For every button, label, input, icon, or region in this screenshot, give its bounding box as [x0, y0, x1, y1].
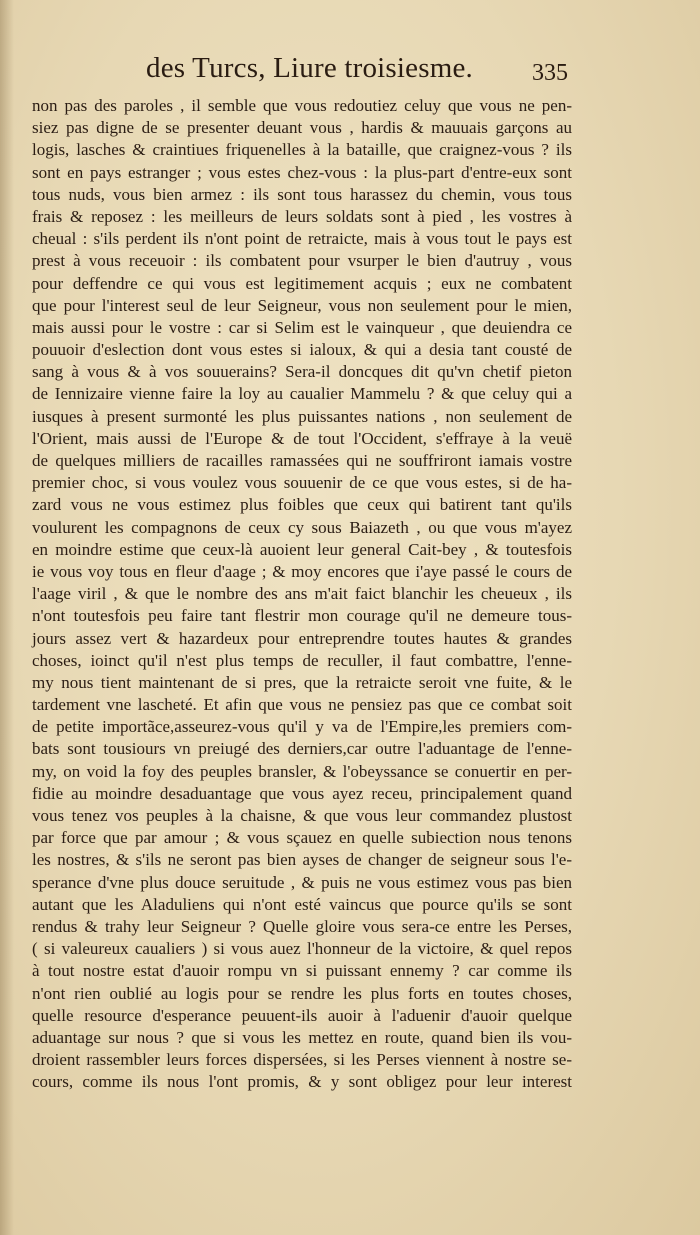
text-line: de petite importãce,asseurez-vous qu'il y va de l'Empire,les premiers com- [32, 717, 572, 737]
text-line: mais aussi pour le vostre : car si Selim est le vainqueur , que deuiendra ce [32, 317, 572, 337]
text-line: rendus & trahy leur Seigneur ? Quelle gloire vous sera-ce entre les Perses, [32, 916, 572, 936]
text-line: les nostres, & s'ils ne seront pas bien ayses de changer de seigneur sous l'e- [32, 850, 572, 870]
text-line: à tout nostre estat d'auoir rompu vn si puissant ennemy ? car comme ils [32, 961, 572, 981]
text-line: que pour l'interest seul de leur Seigneur, vous non seulement pour le mien, [32, 295, 572, 315]
text-line: de quelques milliers de racailles ramassées qui ne souffriront iamais vostre [32, 451, 572, 470]
text-line: l'aage viril , & que le nombre des ans m'ait faict blanchir les cheueux , ils [32, 584, 572, 604]
text-line: pour deffendre ce qui vous est legitimement acquis ; eux ne combatent [32, 273, 572, 293]
text-line: premier choc, si vous voulez vous souuenir de ce que vous estes, si de ha- [32, 473, 572, 493]
text-line: choses, ioinct qu'il n'est plus temps de reculler, il faut combattre, l'enne- [32, 650, 572, 670]
text-line: bats sont tousiours vn preiugé des derniers,car outre l'aduantage de l'enne- [32, 739, 572, 759]
running-title: des Turcs, Liure troisiesme. [146, 52, 473, 84]
body-text [32, 95, 572, 1093]
text-line: sont en pays estranger ; vous estes chez-vous : la plus-part d'entre-eux sont [32, 162, 572, 182]
text-line: non pas des paroles , il semble que vous redoutiez celuy que vous ne pen- [32, 96, 572, 115]
text-line: prest à vous receuoir : ils combatent pour vsurper le bien d'autruy , vous [32, 251, 572, 271]
text-line: l'Orient, mais aussi de l'Europe & de tout l'Occident, s'effraye à la veuë [32, 428, 572, 448]
text-line: cheual : s'ils perdent ils n'ont point de retraicte, mais à vous tout le pays est [32, 229, 572, 249]
text-line: tous nuds, vous bien armez : ils sont tous harassez du chemin, vous tous [32, 184, 572, 204]
text-line: ( si valeureux caualiers ) si vous auez l'honneur de la victoire, & quel repos [32, 939, 572, 959]
text-line: tardement vne lascheté. Et afin que vous ne pensiez pas que ce combat soit [32, 695, 572, 715]
text-line: n'ont rien oublié au logis pour se rendre les plus forts en toutes choses, [32, 983, 572, 1003]
text-line: zard vous ne vous estimez plus foibles que ceux qui batirent tant qu'ils [32, 495, 572, 515]
text-line: droient rassembler leurs forces dispersées, si les Perses viennent à nostre se- [32, 1050, 572, 1070]
text-line: en moindre estime que ceux-là auoient leur general Cait-bey , & toutesfois [32, 539, 572, 559]
text-line: pouuoir d'eslection dont vous estes si ialoux, & qui a desia tant cousté de [32, 340, 572, 360]
text-line: par force que par amour ; & vous sçauez en quelle subiection nous tenons [32, 828, 572, 848]
text-line: autant que les Aladuliens qui n'ont esté vaincus que pource qu'ils se sont [32, 894, 572, 914]
text-line: fidie au moindre desaduantage que vous ayez receu, principalement quand [32, 783, 572, 803]
text-line: vous tenez vos peuples à la chaisne, & que vous leur commandez plustost [32, 806, 572, 825]
text-line: n'ont toutesfois peu faire tant flestrir mon courage qu'il ne demeure tous- [32, 606, 572, 626]
text-line: my nous tient maintenant de si pres, que la retraicte seroit vne fuite, & le [32, 672, 572, 692]
spine-shadow [0, 0, 14, 1235]
text-line: ie vous voy tous en fleur d'aage ; & moy encores que i'aye passé le cours de [32, 561, 572, 581]
text-line: voulurent les compagnons de ceux cy sous Baiazeth , ou que vous m'ayez [32, 517, 572, 537]
text-line: de Iennizaire vienne faire la loy au caualier Mammelu ? & que celuy qui a [32, 384, 572, 404]
text-line: siez pas digne de se presenter deuant vous , hardis & mauuais garçons au [32, 118, 572, 138]
page-number: 335 [532, 60, 568, 86]
text-line: aduantage sur nous ? que si vous les mettez en route, quand bien ils vou- [32, 1027, 572, 1047]
text-line: sperance d'vne plus douce seruitude , & puis ne vous estimez vous pas bien [32, 872, 572, 892]
text-line: logis, lasches & craintiues friquenelles à la bataille, que craignez-vous ? ils [32, 140, 572, 160]
text-line: jours assez vert & hazardeux pour entreprendre toutes hautes & grandes [32, 628, 572, 648]
text-line: frais & reposez : les meilleurs de leurs soldats sont à pied , les vostres à [32, 206, 572, 226]
text-line: my, on void la foy des peuples bransler, & l'obeyssance se conuertir en per- [32, 761, 572, 781]
text-line: quelle resource d'esperance peuuent-ils auoir à l'aduenir d'auoir quelque [32, 1005, 572, 1025]
page-header [0, 52, 700, 92]
text-line: iusques à present surmonté les plus puissantes nations , non seulement de [32, 406, 572, 426]
text-line: sang à vous & à vos souuerains? Sera-il doncques dit qu'vn chetif pieton [32, 362, 572, 382]
text-line: cours, comme ils nous l'ont promis, & y sont obligez pour leur interest [32, 1072, 572, 1092]
